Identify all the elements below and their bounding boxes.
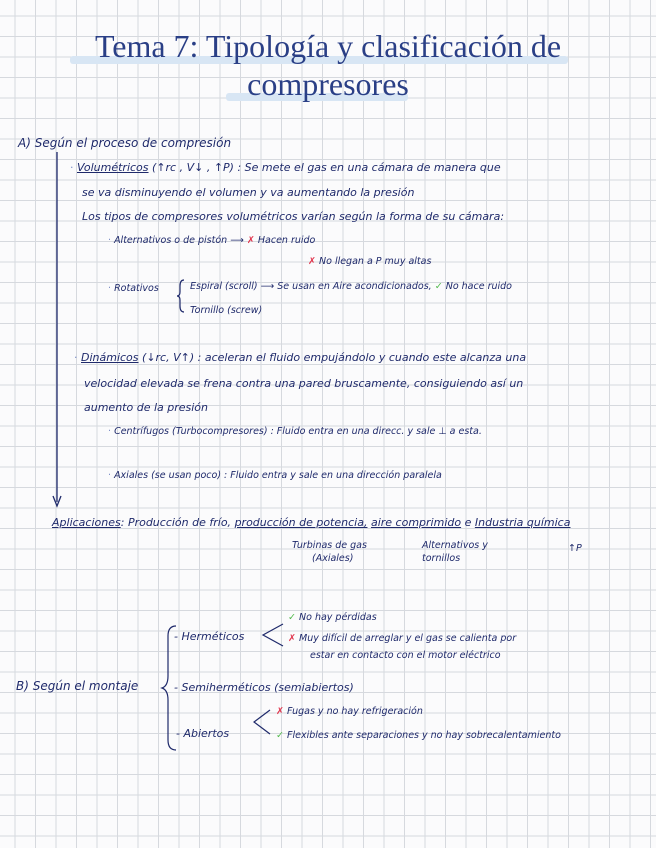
vol-types: Los tipos de compresores volumétricos varían según la forma de su cámara:: [82, 210, 505, 223]
vol-desc2: se va disminuyendo el volumen y va aumentando la presión: [82, 186, 415, 199]
check-icon: ✓: [288, 612, 296, 623]
herm-pro-line: ✓ No hay pérdidas: [288, 612, 377, 623]
apps-sub-pot1: Turbinas de gas: [292, 540, 367, 551]
section-a-heading: A) Según el proceso de compresión: [18, 136, 232, 150]
alt-con2-line: [308, 256, 431, 267]
apps-potencia: producción de potencia,: [234, 516, 368, 529]
rot-scroll-pro: No hace ruido: [445, 281, 512, 292]
herm-con-line: ✗ Muy difícil de arreglar y el gas se calienta por: [288, 633, 517, 644]
check-icon: ✓: [434, 281, 443, 292]
apps-quimica: Industria química: [474, 516, 571, 529]
din-desc1: : aceleran el fluido empujándolo y cuando este alcanza una: [197, 351, 527, 364]
din-desc2: velocidad elevada se frena contra una pared bruscamente, consiguiendo así un: [84, 377, 524, 390]
rot-screw: Tornillo (screw): [190, 305, 263, 316]
apps-label: Aplicaciones: [52, 516, 121, 529]
bullet-dot: ·: [70, 161, 74, 174]
alt-label: Alternativos o de pistón: [114, 235, 228, 246]
apps-line: Aplicaciones: Producción de frío, producción de potencia, aire comprimido e Industria química: [52, 516, 571, 529]
page-title-line2: compresores: [247, 66, 409, 102]
alt-line: · Alternativos o de pistón ⟶ ✗ Hacen ruido: [108, 235, 316, 246]
arrow-right-icon: ⟶: [260, 281, 275, 292]
page-title-line1: Tema 7: Tipología y clasificación de: [94, 28, 562, 64]
alt-con2: No llegan a P muy altas: [319, 256, 432, 267]
vol-paren: (↑rc , V↓ , ↑P): [152, 161, 234, 174]
cross-icon: ✗: [308, 256, 316, 267]
check-icon: ✓: [276, 730, 284, 741]
abiertos: - Abiertos: [176, 727, 230, 740]
vol-desc1: : Se mete el gas en una cámara de manera que: [237, 161, 501, 174]
section-b-heading: B) Según el montaje: [16, 679, 139, 693]
cross-icon: ✗: [246, 235, 255, 246]
rot-scroll-line: [190, 281, 512, 292]
vol-label: Volumétricos: [77, 161, 149, 174]
cross-icon: ✗: [288, 633, 296, 644]
apps-sub-aire2: tornillos: [422, 553, 461, 564]
arrow-right-icon: ⟶: [230, 235, 244, 246]
apps-sub-quim: ↑P: [568, 543, 582, 554]
din-line1: · Dinámicos (↓rc, V↑) : aceleran el fluido empujándolo y cuando este alcanza una: [74, 351, 527, 364]
abie-pro-line: ✓ Flexibles ante separaciones y no hay sobrecalentamiento: [276, 730, 561, 741]
rot-scroll-desc: Se usan en Aire acondicionados,: [277, 281, 432, 292]
rot-scroll: Espiral (scroll): [190, 281, 258, 292]
axiales: · Axiales (se usan poco) : Fluido entra y sale en una dirección paralela: [108, 470, 442, 481]
apps-sub-aire1: Alternativos y: [422, 540, 488, 551]
apps-sub-pot2: (Axiales): [312, 553, 354, 564]
centrifugos: · Centrífugos (Turbocompresores) : Fluido entra en una direcc. y sale ⊥ a esta.: [108, 426, 482, 437]
rot-label: · Rotativos: [108, 283, 159, 294]
hermeticos: - Herméticos: [174, 630, 245, 643]
din-paren: (↓rc, V↑): [142, 351, 195, 364]
din-label: Dinámicos: [81, 351, 139, 364]
alt-con1: Hacen ruido: [257, 235, 316, 246]
cross-icon: ✗: [276, 706, 284, 717]
abie-con-line: ✗ Fugas y no hay refrigeración: [276, 706, 423, 717]
herm-con-line2: estar en contacto con el motor eléctrico: [310, 650, 501, 661]
apps-aire: aire comprimido: [370, 516, 462, 529]
apps-frio: Producción de frío,: [127, 516, 232, 529]
din-desc3: aumento de la presión: [84, 401, 209, 414]
semihermeticos: - Semiherméticos (semiabiertos): [174, 681, 354, 694]
vol-line1: [70, 161, 501, 174]
